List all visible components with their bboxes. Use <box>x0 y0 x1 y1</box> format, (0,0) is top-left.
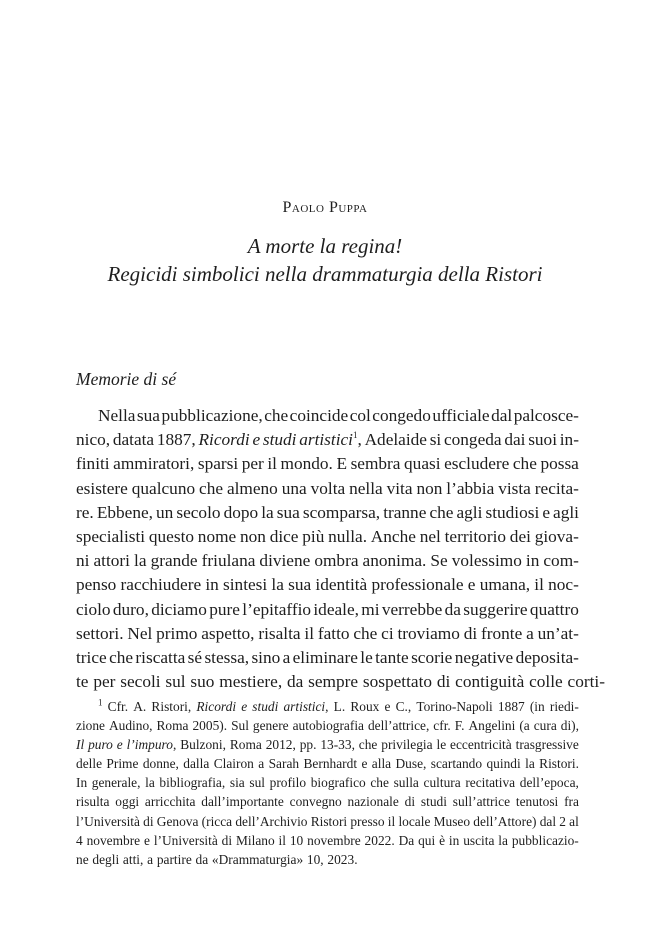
body-line: re. Ebbene, un secolo dopo la sua scomparsa, tranne che agli studiosi e agli <box>76 502 579 522</box>
footnote-line: zione Audino, Roma 2005). Sul genere autobiografia dell’attrice, cfr. F. Angelini (a cura di), <box>76 718 579 734</box>
footnote-line: l’Università di Genova (ricca dell’Archivio Ristori presso il locale Museo dell’Attore) dal 2 al <box>76 813 579 829</box>
footnote-line: ne degli atti, a partire da «Drammaturgia» 10, 2023. <box>76 851 358 867</box>
footnote <box>76 697 579 869</box>
body-paragraph <box>76 404 605 694</box>
section-heading: Memorie di sé <box>76 369 177 389</box>
body-line: esistere qualcuno che almeno una volta nella vita non l’abbia vista recita- <box>76 478 579 498</box>
body-line: finiti ammiratori, sparsi per il mondo. E sembra quasi escludere che possa <box>76 454 579 474</box>
title-line-2: Regicidi simbolici nella drammaturgia della Ristori <box>107 262 543 286</box>
body-line: specialisti questo nome non dice più nulla. Anche nel territorio dei giova- <box>76 526 579 546</box>
body-line: settori. Nel primo aspetto, risalta il fatto che ci troviamo di fronte a un’at- <box>76 623 579 643</box>
footnote-line: 4 novembre e l’Università di Milano il 10 novembre 2022. Da qui è in uscita la pubblicazio- <box>76 832 579 848</box>
body-line: ciolo duro, diciamo pure l’epitaffio ideale, mi verrebbe da suggerire quattro <box>76 599 579 619</box>
footnote-line: risulta oggi arricchita dall’importante convegno nazionale di studi sull’attrice tenutosi fra <box>76 794 579 810</box>
footnote-line: In generale, la bibliografia, sia sul profilo biografico che sulla cultura recitativa dell’epoca, <box>76 775 579 791</box>
body-line: te per secoli sul suo mestiere, da sempre sospettato di contiguità colle corti- <box>76 672 605 692</box>
footnote-line: Il puro e l’impuro, Bulzoni, Roma 2012, pp. 13-33, che privilegia le eccentricità trasgressive <box>76 737 579 753</box>
author-name: Paolo Puppa <box>282 199 368 216</box>
footnote-line: delle Prime donne, dalla Clairon a Sarah Bernhardt e alla Duse, scartando quindi la Ristori. <box>76 756 579 772</box>
body-line: trice che riscatta sé stessa, sino a eliminare le tante scorie negative deposita- <box>76 647 579 667</box>
body-line: ni attori la grande friulana diviene ombra anonima. Se volessimo in com- <box>76 551 579 571</box>
body-line: nico, datata 1887, Ricordi e studi artistici$^1$, Adelaide si congeda dai suoi in- <box>76 430 579 450</box>
body-line: Nella sua pubblicazione, che coincide col congedo ufficiale dal palcosce- <box>98 406 579 425</box>
body-line: penso racchiudere in sintesi la sua identità professionale e umana, il noc- <box>76 575 579 595</box>
article-title <box>0 232 650 288</box>
title-line-1: A morte la regina! <box>247 234 403 258</box>
footnote-line: $^1$ Cfr. A. Ristori, Ricordi e studi artistici, L. Roux e C., Torino-Napoli 1887 (in riedi- <box>98 697 579 714</box>
